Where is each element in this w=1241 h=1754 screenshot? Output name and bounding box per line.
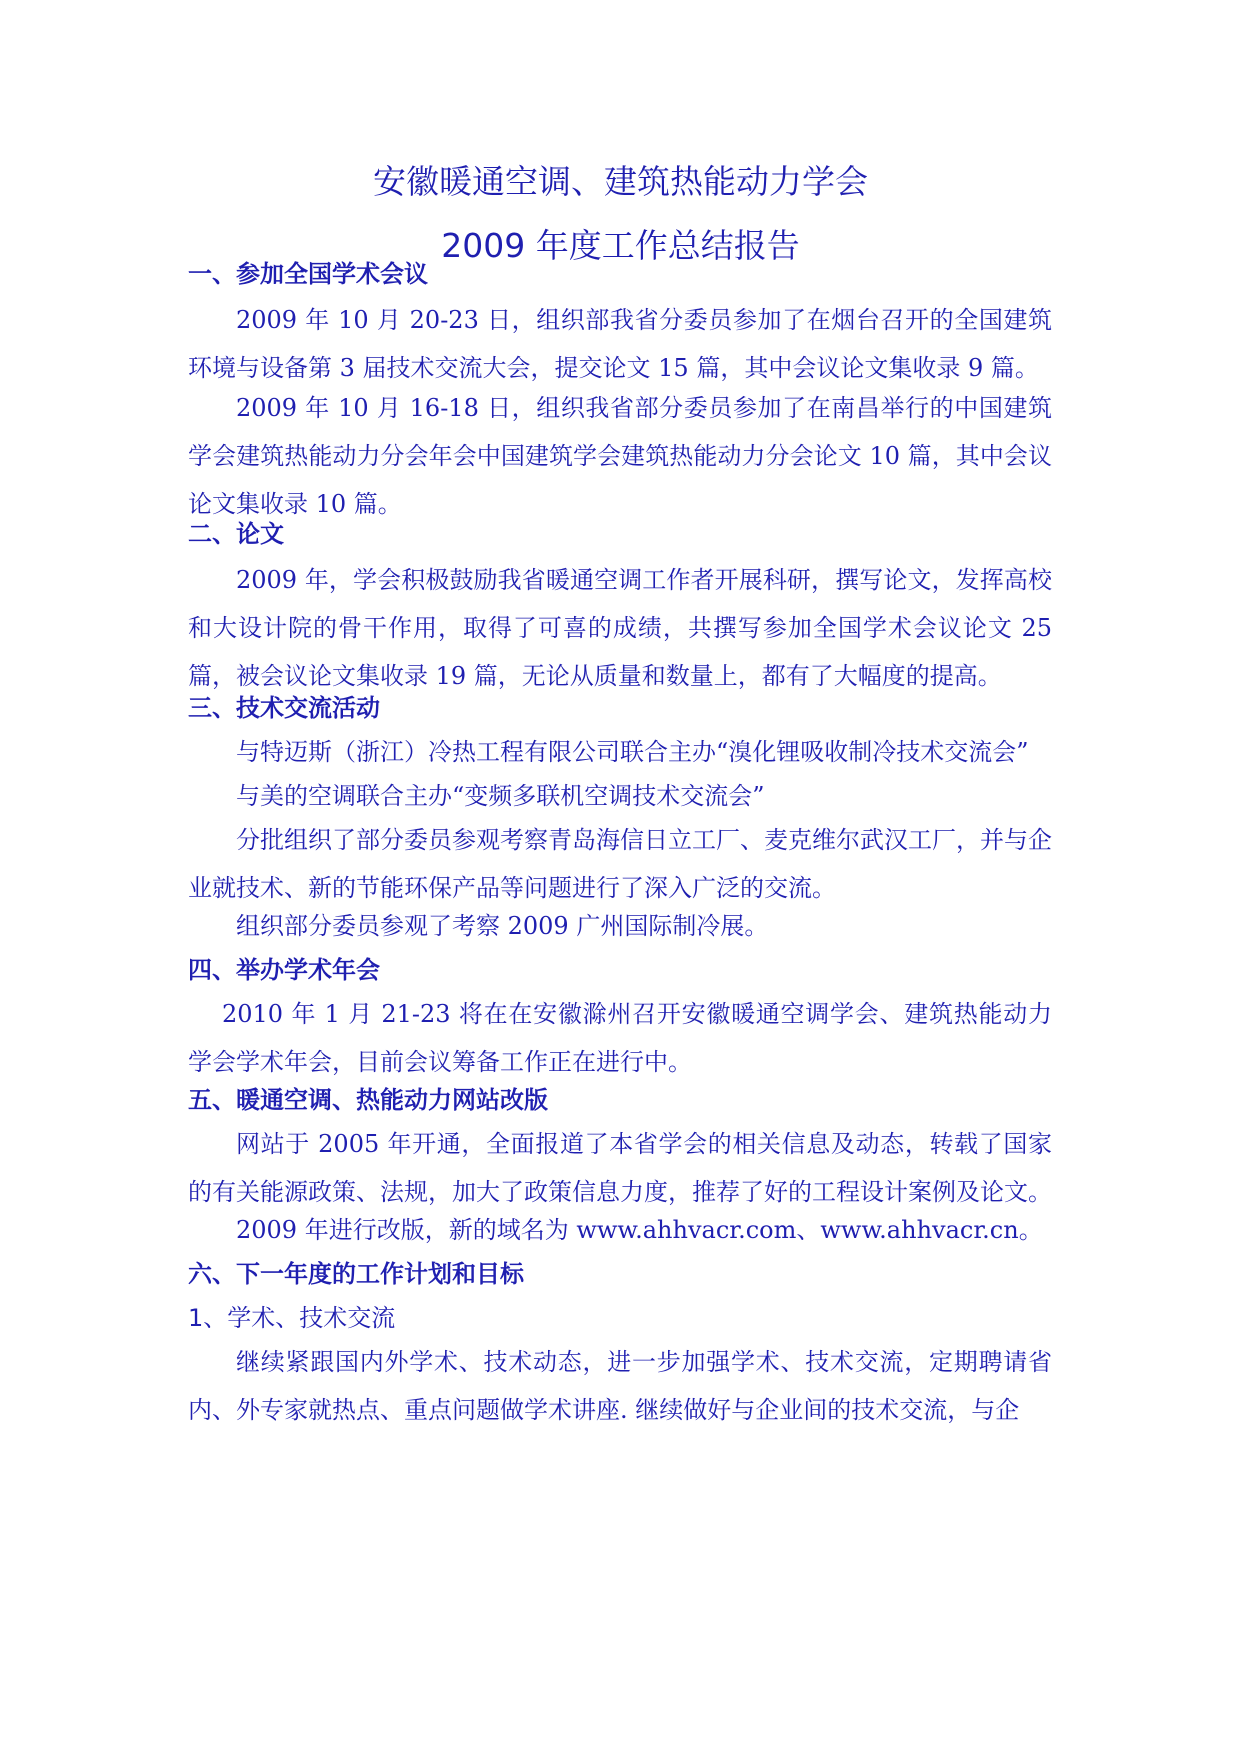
section-heading-2: 二、论文 [188, 520, 284, 548]
section-heading-6: 六、下一年度的工作计划和目标 [188, 1260, 524, 1288]
section-heading-1: 一、参加全国学术会议 [188, 260, 428, 288]
section-3-line-2: 与美的空调联合主办“变频多联机空调技术交流会” [236, 782, 765, 810]
section-6-paragraph-1: 继续紧跟国内外学术、技术动态，进一步加强学术、技术交流，定期聘请省内、外专家就热点、重点问题做学术讲座. 继续做好与企业间的技术交流，与企 [188, 1348, 1052, 1424]
section-1-paragraph-2: 2009 年 10 月 16-18 日，组织我省部分委员参加了在南昌举行的中国建筑学会建筑热能动力分会年会中国建筑学会建筑热能动力分会论文 10 篇，其中会议论文集收录 10 篇。 [188, 394, 1052, 518]
document-title: 安徽暖通空调、建筑热能动力学会 [373, 162, 868, 201]
section-heading-5: 五、暖通空调、热能动力网站改版 [188, 1086, 548, 1114]
section-3-paragraph-3: 分批组织了部分委员参观考察青岛海信日立工厂、麦克维尔武汉工厂，并与企业就技术、新的节能环保产品等问题进行了深入广泛的交流。 [188, 826, 1052, 902]
section-1-paragraph-1: 2009 年 10 月 20-23 日，组织部我省分委员参加了在烟台召开的全国建筑环境与设备第 3 届技术交流大会，提交论文 15 篇，其中会议论文集收录 9 篇。 [188, 306, 1052, 382]
section-heading-3: 三、技术交流活动 [188, 694, 380, 722]
section-4-paragraph-1: 2010 年 1 月 21-23 将在在安徽滁州召开安徽暖通空调学会、建筑热能动力学会学术年会，目前会议筹备工作正在进行中。 [188, 1000, 1052, 1076]
section-3-line-4: 组织部分委员参观了考察 2009 广州国际制冷展。 [236, 912, 769, 940]
section-5-paragraph-1: 网站于 2005 年开通，全面报道了本省学会的相关信息及动态，转载了国家的有关能源政策、法规，加大了政策信息力度，推荐了好的工程设计案例及论文。 [188, 1130, 1052, 1206]
section-6-subheading-1: 1、学术、技术交流 [188, 1304, 396, 1332]
section-2-paragraph-1: 2009 年，学会积极鼓励我省暖通空调工作者开展科研，撰写论文，发挥高校和大设计院的骨干作用，取得了可喜的成绩，共撰写参加全国学术会议论文 25 篇，被会议论文集收录 19 篇，无论从质量和数量上，都有了大幅度的提高。 [188, 566, 1052, 690]
section-3-line-1: 与特迈斯（浙江）冷热工程有限公司联合主办“溴化锂吸收制冷技术交流会” [236, 738, 1029, 766]
section-heading-4: 四、举办学术年会 [188, 956, 380, 984]
document-subtitle: 2009 年度工作总结报告 [441, 226, 800, 265]
section-5-line-2: 2009 年进行改版，新的域名为 www.ahhvacr.com、www.ahhvacr.cn。 [236, 1216, 1043, 1244]
